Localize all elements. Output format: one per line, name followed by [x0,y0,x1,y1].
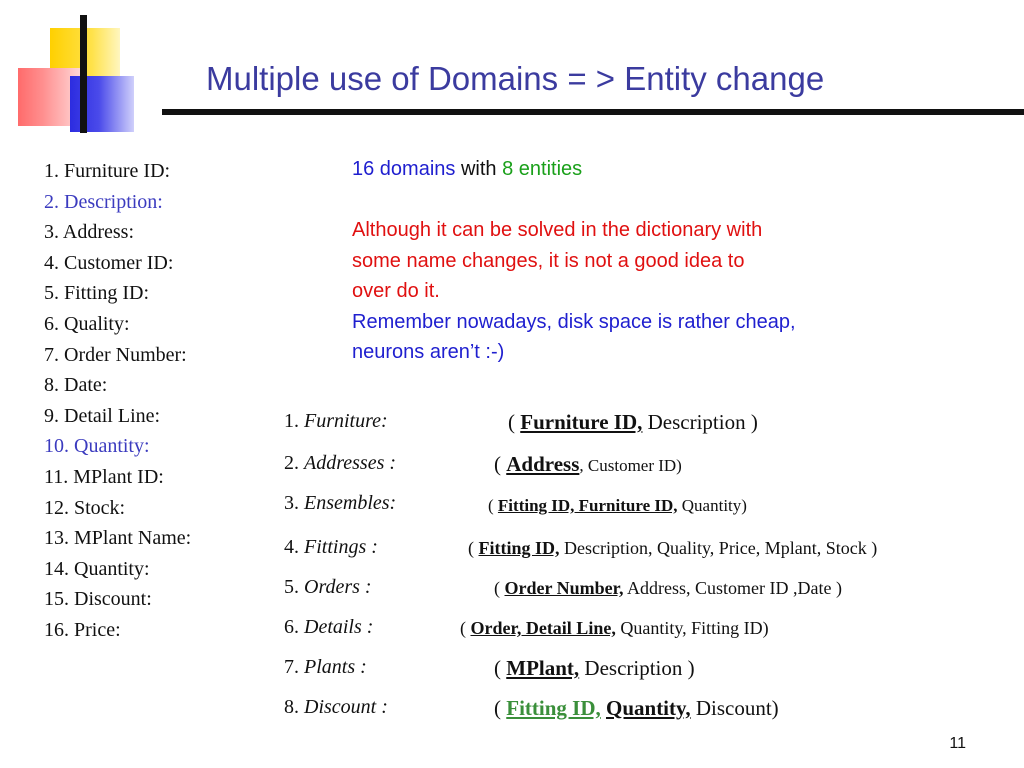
entity-attributes: ( MPlant, Description ) [494,656,695,680]
primary-key: Furniture ID, [520,410,643,434]
reminder-line: Remember nowadays, disk space is rather cheap, [352,310,796,333]
note-block [352,154,796,368]
entity-attributes: ( Furniture ID, Description ) [508,410,758,434]
domain-item: 5. Fitting ID: [44,282,150,305]
domain-item: 6. Quality: [44,312,130,335]
with-word: with [460,158,497,180]
domain-item: 13. MPlant Name: [44,527,192,550]
primary-key: Order Number, [504,578,624,598]
entity-name: 4. Fittings : [284,536,378,558]
entity-name: 8. Discount : [284,696,388,718]
logo-vertical-bar [80,15,87,133]
primary-key: Fitting ID, Furniture ID, [497,496,678,515]
entity-name: 1. Furniture: [284,410,388,432]
domain-item: 2. Description: [44,190,163,213]
domain-list [44,156,191,646]
entity-name: 7. Plants : [284,656,367,678]
primary-key: Quantity, [606,696,691,720]
entity-attributes: ( Fitting ID, Quantity, Discount) [494,696,779,720]
domain-count: 16 domains [352,158,456,180]
primary-key: MPlant, [506,656,580,680]
domain-item: 12. Stock: [44,496,126,519]
page-number: 11 [949,735,966,752]
entity-attributes: ( Address, Customer ID) [494,452,682,476]
primary-key: Order, Detail Line, [470,618,616,638]
warning-line: some name changes, it is not a good idea to [352,249,745,272]
domain-item: 1. Furniture ID: [44,160,171,182]
domain-item: 4. Customer ID: [44,251,174,274]
note-summary [352,154,796,185]
warning-line: over do it. [352,280,440,302]
entity-name: 6. Details : [284,616,374,638]
entity-name: 3. Ensembles: [284,492,397,514]
entity-count: 8 entities [502,158,583,180]
entity-attributes: ( Order, Detail Line, Quantity, Fitting ID) [460,618,769,638]
title-underline-rule [162,109,1024,115]
domain-item: 11. MPlant ID: [44,465,164,488]
domain-item: 7. Order Number: [44,343,187,366]
entity-name: 2. Addresses : [284,452,397,474]
domain-item: 15. Discount: [44,588,152,611]
primary-key: Address [506,452,580,476]
entity-name: 5. Orders : [284,576,372,598]
domain-item: 3. Address: [44,221,134,244]
domain-item: 8. Date: [44,374,108,397]
primary-key: Fitting ID, [506,696,601,720]
domain-item: 16. Price: [44,618,121,641]
domain-item: 9. Detail Line: [44,404,161,427]
domain-item: 14. Quantity: [44,557,150,580]
entity-attributes: ( Fitting ID, Description, Quality, Price, Mplant, Stock ) [468,538,878,558]
primary-key: Fitting ID, [478,538,560,558]
warning-line: Although it can be solved in the dictionary with [352,219,763,241]
reminder-line: neurons aren’t :-) [352,341,505,363]
entity-attributes: ( Fitting ID, Furniture ID, Quantity) [488,496,747,515]
domain-item: 10. Quantity: [44,435,150,458]
slide-title: Multiple use of Domains = > Entity change [206,60,825,97]
entity-attributes: ( Order Number, Address, Customer ID ,Date ) [494,578,842,598]
